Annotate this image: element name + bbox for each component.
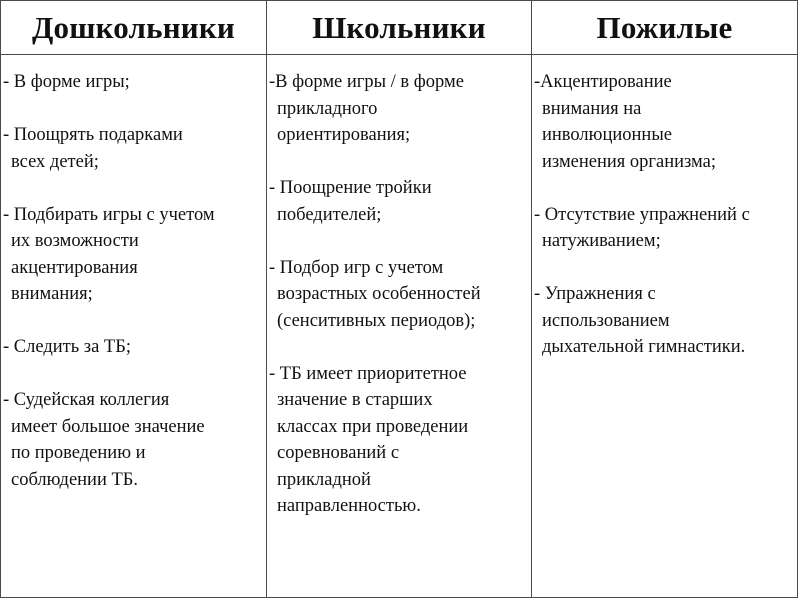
list-item-line: натуживанием; — [542, 231, 661, 251]
list-item-line: -Акцентирование — [534, 72, 672, 92]
list-item-line: - Поощрять подарками — [3, 125, 183, 145]
list-item-line: ориентирования; — [277, 125, 411, 145]
list-item-line: прикладной — [277, 469, 371, 490]
list-item-line: - Следить за ТБ; — [3, 337, 131, 357]
list-item-line: -В форме игры / в форме — [269, 72, 464, 92]
list-item-line: использованием — [542, 310, 670, 331]
list-item — [3, 69, 260, 96]
list-item-line: соревнований с — [277, 443, 400, 463]
list-item-line: (сенситивных периодов); — [277, 310, 476, 331]
list-item — [269, 69, 525, 149]
list-item-line: внимания на — [542, 98, 642, 119]
header-row — [1, 1, 798, 55]
list-item — [269, 255, 525, 335]
list-item-line: - Подбирать игры с учетом — [3, 204, 215, 225]
list-item-line: значение в старших — [277, 390, 433, 410]
list-item-line: направленностью. — [277, 496, 421, 516]
content-row — [1, 55, 798, 598]
list-item — [3, 334, 260, 361]
list-item-line: - Подбор игр с учетом — [269, 257, 444, 278]
list-item-line: - Судейская коллегия — [3, 390, 170, 410]
list-item-line: изменения организма; — [542, 151, 716, 172]
list-item-line: имеет большое значение — [11, 416, 205, 437]
list-item-line: прикладного — [277, 98, 378, 119]
list-item-line: классах при проведении — [277, 416, 469, 437]
list-item-line: соблюдении ТБ. — [11, 469, 139, 490]
list-item-line: - Отсутствие упражнений с — [534, 204, 750, 225]
list-item — [534, 281, 791, 361]
list-item-line: - В форме игры; — [3, 72, 130, 92]
list-item-line: дыхательной гимнастики. — [542, 337, 746, 357]
list-item — [269, 175, 525, 228]
column-schoolchildren — [267, 55, 532, 598]
list-item-line: - Упражнения с — [534, 284, 656, 304]
list-item-line: по проведению и — [11, 443, 146, 463]
list-item — [269, 361, 525, 520]
header-elderly: Пожилые — [532, 1, 798, 55]
list-item — [534, 69, 791, 175]
header-schoolchildren: Школьники — [267, 1, 532, 55]
list-item-line: внимания; — [11, 284, 93, 304]
list-item — [3, 122, 260, 175]
list-item-line: возрастных особенностей — [277, 284, 481, 304]
list-item-line: - Поощрение тройки — [269, 178, 432, 198]
column-elderly — [532, 55, 798, 598]
list-item-line: их возможности — [11, 231, 139, 251]
list-item — [3, 387, 260, 493]
list-item-line: всех детей; — [11, 151, 99, 172]
header-preschoolers: Дошкольники — [1, 1, 267, 55]
list-item — [3, 202, 260, 308]
list-item-line: победителей; — [277, 204, 382, 225]
list-item-line: инволюционные — [542, 125, 672, 145]
list-item-line: - ТБ имеет приоритетное — [269, 363, 467, 384]
list-item-line: акцентирования — [11, 257, 138, 278]
column-preschoolers — [1, 55, 267, 598]
list-item — [534, 202, 791, 255]
